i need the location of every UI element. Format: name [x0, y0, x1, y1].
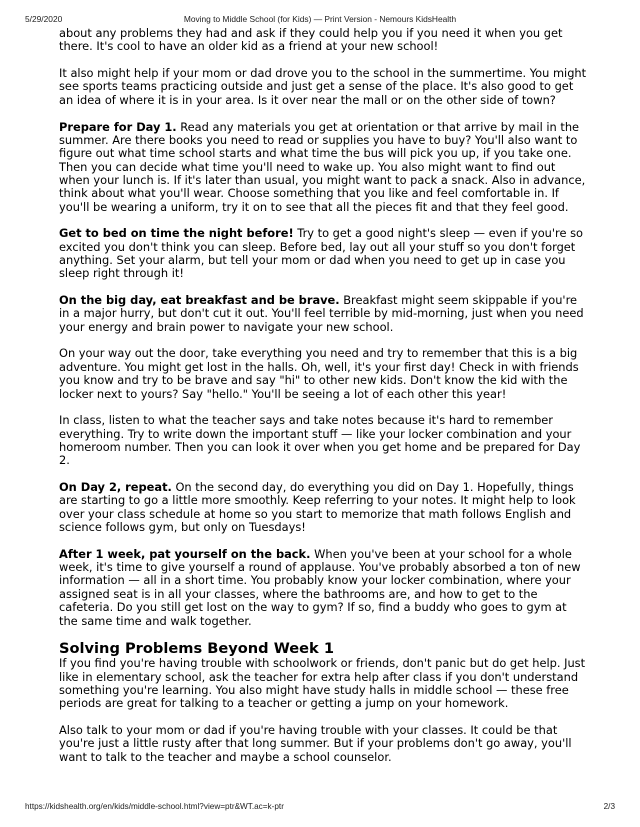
paragraph-text: Try to get a good night's sleep — even if you're so excited you don't think you can sleep. Before bed, lay out all your stuff so you don't forget anything. Set your alarm, but tell your mom or dad when you need to get up in case you sleep right through it! — [59, 226, 584, 281]
page-number: 2/3 — [603, 802, 615, 811]
section-heading: Solving Problems Beyond Week 1 — [59, 640, 335, 658]
paragraph — [59, 121, 587, 214]
paragraph — [59, 548, 587, 628]
paragraph-text: In class, listen to what the teacher says and take notes because it's hard to remember everything. Try to write down the important stuff — like your locker combination and your homeroom number. Then you can look it over when you get home and be prepared for Day 2. — [59, 413, 581, 468]
paragraph-lead: Get to bed on time the night before! — [59, 226, 294, 241]
paragraph: If you find you're having trouble with schoolwork or friends, don't panic but do get help. Just like in elementary school, ask the teacher for extra help after class if you don't understand something you're learning. You also might have study halls in middle school — these free periods are great for talking to a teacher or getting a jump on your homework. — [59, 656, 586, 711]
paragraph-text: Read any materials you get at orientation or that arrive by mail in the summer. Are there books you need to read or supplies you have to buy? You'll also want to figure out what time school starts and what time the bus will pick you up, if you take one. Then you can decide what time you'll need to wake up. You also might want to find out when your lunch is. If it's later than usual, you might want to pack a snack. Also in advance, think about what you'll wear. Choose something that you like and feel comfortable in. If you'll be wearing a uniform, try it on to see that all the pieces fit and that they feel good. — [59, 119, 586, 214]
paragraph — [59, 481, 587, 534]
paragraph — [59, 294, 587, 334]
paragraph-text: about any problems they had and ask if they could help you if you need it when you get there. It's cool to have an older kid as a friend at your new school! — [59, 26, 563, 54]
paragraph-text: On the second day, do everything you did on Day 1. Hopefully, things are starting to go a little more smoothly. Keep referring to your notes. It might help to look over your class schedule at home so you start to memorize that math follows English and science follows gym, but only on Tuesdays! — [59, 480, 576, 535]
print-header — [25, 14, 615, 26]
page-url: https://kidshealth.org/en/kids/middle-school.html?view=ptr&WT.ac=k-ptr — [25, 802, 284, 811]
paragraph — [59, 67, 587, 107]
article-body — [59, 27, 587, 764]
print-date: 5/29/2020 — [25, 14, 63, 24]
paragraph — [59, 347, 587, 400]
paragraph — [59, 414, 587, 467]
paragraph-text: Breakfast might seem skippable if you're in a major hurry, but don't cut it out. You'll feel terrible by mid-morning, just when you need your energy and brain power to navigate your new school. — [59, 293, 584, 334]
paragraph — [59, 27, 587, 54]
print-footer — [25, 802, 615, 814]
paragraph-text: When you've been at your school for a whole week, it's time to give yourself a round of applause. You've probably absorbed a ton of new information — all in a short time. You probably know your locker combination, where your assigned seat is in all your classes, where the bathrooms are, and how to get to the cafeteria. Do you still get lost on the way to gym? If so, find a buddy who goes to gym at the same time and walk together. — [59, 546, 581, 628]
paragraph-text: On your way out the door, take everything you need and try to remember that this is a big adventure. You might get lost in the halls. Oh, well, it's your first day! Check in with friends you know and try to be brave and say "hi" to other new kids. Don't know the kid with the locker next to yours? Say "hello." You'll be seeing a lot of each other this year! — [59, 346, 579, 401]
paragraph-lead: On Day 2, repeat. — [59, 480, 172, 495]
document-title: Moving to Middle School (for Kids) — Print Version - Nemours KidsHealth — [183, 14, 457, 24]
paragraph-lead: Prepare for Day 1. — [59, 119, 177, 134]
paragraph — [59, 227, 587, 280]
paragraph: Also talk to your mom or dad if you're having trouble with your classes. It could be that you're just a little rusty after that long summer. But if your problems don't go away, you'll want to talk to the teacher and maybe a school counselor. — [59, 723, 572, 764]
paragraph-lead: After 1 week, pat yourself on the back. — [59, 546, 311, 561]
paragraph-lead: On the big day, eat breakfast and be brave. — [59, 293, 340, 308]
paragraph-text: It also might help if your mom or dad drove you to the school in the summertime. You might see sports teams practicing outside and just get a sense of the place. It's also good to get an idea of where it is in your area. Is it over near the mall or on the other side of town? — [59, 66, 587, 107]
